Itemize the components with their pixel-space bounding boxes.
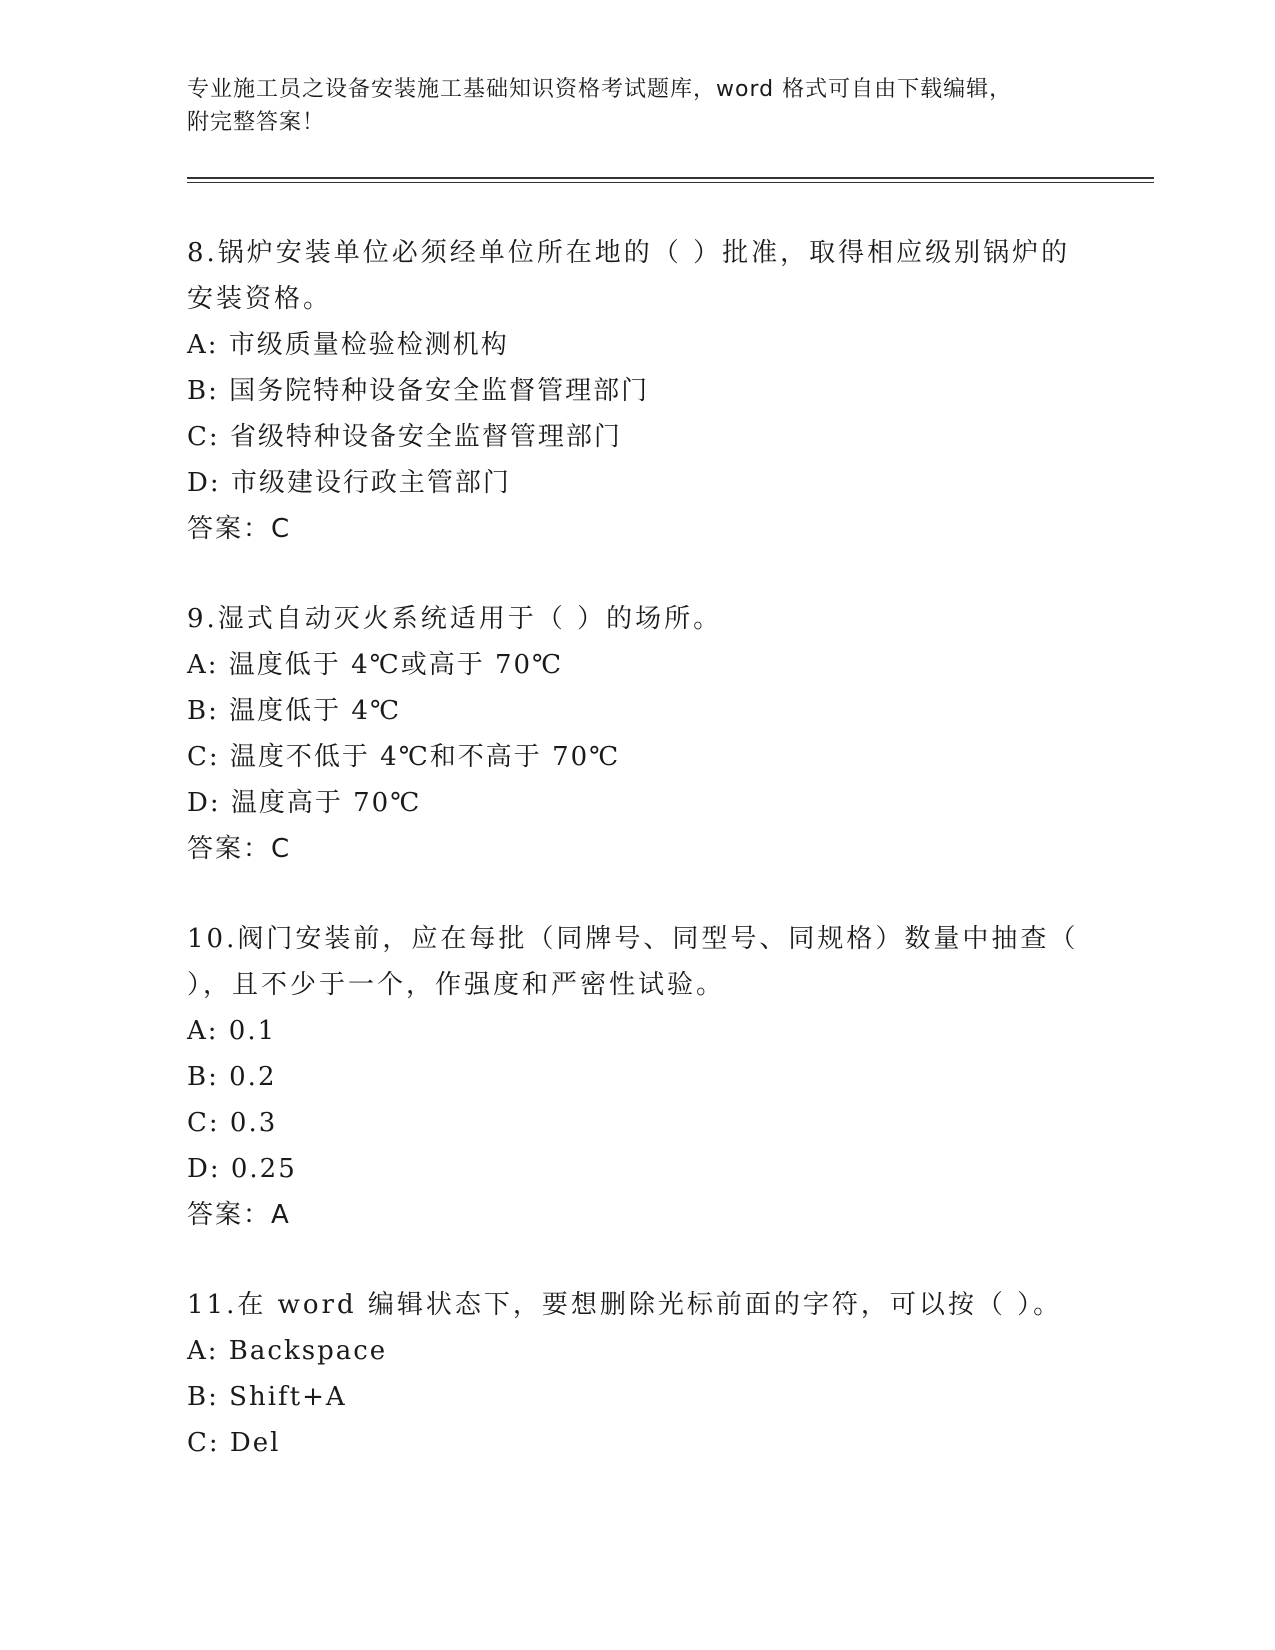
question-10 bbox=[187, 916, 1087, 1238]
option-d: D: 市级建设行政主管部门 bbox=[187, 468, 511, 498]
option-b: B: 温度低于 4℃ bbox=[187, 696, 402, 726]
option-a: A: 温度低于 4℃或高于 70℃ bbox=[187, 650, 564, 680]
question-stem-line: 8.锅炉安装单位必须经单位所在地的（ ）批准，取得相应级别锅炉的 bbox=[187, 238, 1071, 268]
question-stem-line: 11.在 word 编辑状态下，要想删除光标前面的字符，可以按（ ）。 bbox=[187, 1290, 1063, 1320]
question-stem-line: 9.湿式自动灭火系统适用于（ ）的场所。 bbox=[187, 604, 723, 634]
question-stem-line: 安装资格。 bbox=[187, 284, 333, 314]
option-c: C: 温度不低于 4℃和不高于 70℃ bbox=[187, 742, 621, 772]
option-c: C: 0.3 bbox=[187, 1108, 278, 1138]
header-divider-thick bbox=[187, 177, 1154, 179]
question-stem-line: 10.阀门安装前，应在每批（同牌号、同型号、同规格）数量中抽查（ bbox=[187, 924, 1079, 954]
header-divider-thin bbox=[187, 182, 1154, 183]
option-d: D: 0.25 bbox=[187, 1154, 297, 1184]
answer-line: 答案：C bbox=[187, 834, 292, 864]
question-stem-line: ），且不少于一个，作强度和严密性试验。 bbox=[187, 970, 726, 1000]
option-a: A: 0.1 bbox=[187, 1016, 277, 1046]
option-a: A: 市级质量检验检测机构 bbox=[187, 330, 509, 360]
option-a: A: Backspace bbox=[187, 1336, 388, 1366]
document-header bbox=[187, 73, 1087, 139]
question-list bbox=[187, 230, 1087, 1510]
option-b: B: 国务院特种设备安全监督管理部门 bbox=[187, 376, 650, 406]
option-b: B: Shift+A bbox=[187, 1382, 347, 1412]
option-d: D: 温度高于 70℃ bbox=[187, 788, 422, 818]
question-8 bbox=[187, 230, 1087, 552]
header-line-2: 附完整答案！ bbox=[187, 110, 326, 135]
answer-line: 答案：C bbox=[187, 514, 292, 544]
question-9 bbox=[187, 596, 1087, 872]
question-11 bbox=[187, 1282, 1087, 1466]
answer-line: 答案：A bbox=[187, 1200, 291, 1230]
header-line-1: 专业施工员之设备安装施工基础知识资格考试题库，word 格式可自由下载编辑， bbox=[187, 77, 1013, 102]
option-c: C: 省级特种设备安全监督管理部门 bbox=[187, 422, 622, 452]
option-b: B: 0.2 bbox=[187, 1062, 277, 1092]
option-c: C: Del bbox=[187, 1428, 281, 1458]
